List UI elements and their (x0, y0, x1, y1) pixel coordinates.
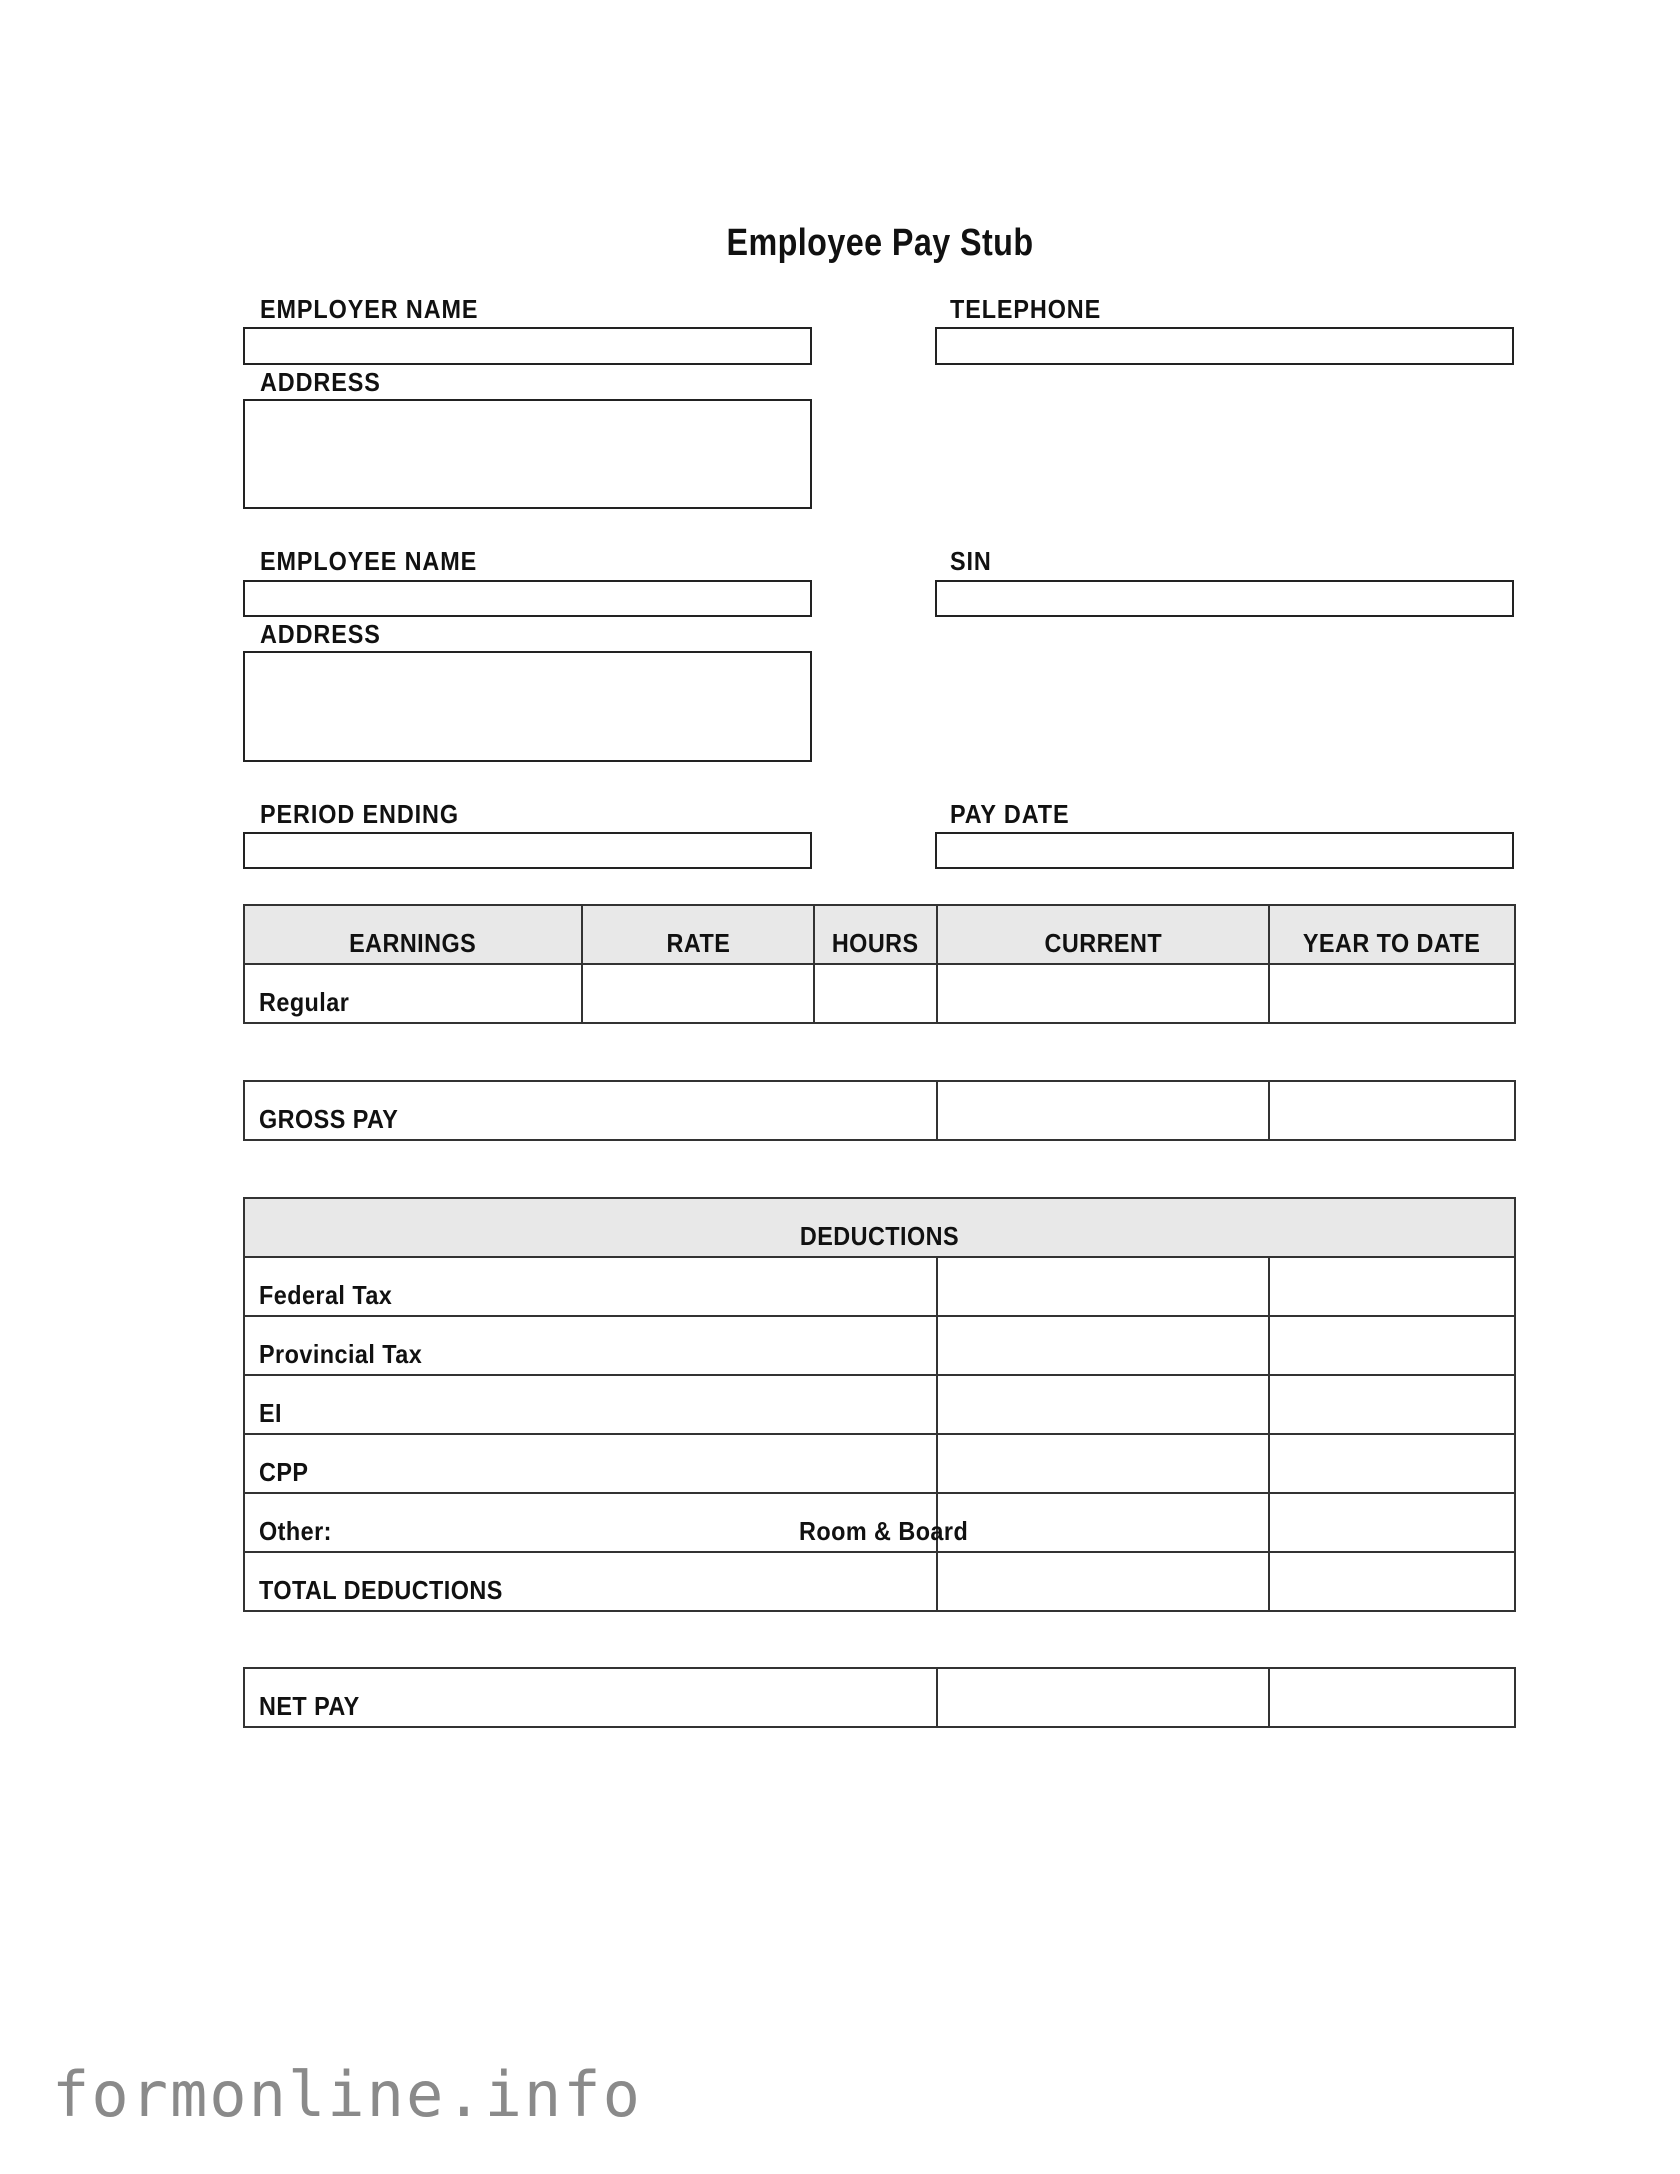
gross-pay-ytd-cell[interactable] (1269, 1081, 1515, 1140)
federal-tax-current-cell[interactable] (937, 1257, 1269, 1316)
gross-pay-label: GROSS PAY (244, 1081, 937, 1140)
table-row (244, 1375, 1515, 1434)
provincial-tax-current-cell[interactable] (937, 1316, 1269, 1375)
federal-tax-ytd-cell[interactable] (1269, 1257, 1515, 1316)
cpp-label: CPP (244, 1434, 937, 1493)
period-ending-label: PERIOD ENDING (260, 799, 459, 829)
sin-label: SIN (950, 546, 992, 576)
employee-address-field[interactable] (243, 651, 812, 762)
watermark: formonline.info (52, 2058, 642, 2131)
regular-rate-cell[interactable] (582, 964, 814, 1023)
period-ending-field[interactable] (243, 832, 812, 869)
other-note: Room & Board (799, 1516, 969, 1546)
net-pay-current-cell[interactable] (937, 1668, 1269, 1727)
ei-label: EI (244, 1375, 937, 1434)
regular-hours-cell[interactable] (814, 964, 937, 1023)
net-pay-label: NET PAY (244, 1668, 937, 1727)
ei-current-cell[interactable] (937, 1375, 1269, 1434)
deductions-header-row (244, 1198, 1515, 1257)
cpp-ytd-cell[interactable] (1269, 1434, 1515, 1493)
net-pay-ytd-cell[interactable] (1269, 1668, 1515, 1727)
table-row (244, 1668, 1515, 1727)
page-title: Employee Pay Stub (726, 222, 1034, 264)
table-row (244, 1316, 1515, 1375)
federal-tax-label: Federal Tax (244, 1257, 937, 1316)
current-header: CURRENT (937, 905, 1269, 964)
employer-address-label: ADDRESS (260, 367, 381, 397)
regular-current-cell[interactable] (937, 964, 1269, 1023)
cpp-current-cell[interactable] (937, 1434, 1269, 1493)
table-row (244, 1257, 1515, 1316)
other-current-cell[interactable] (937, 1493, 1269, 1552)
hours-header: HOURS (814, 905, 937, 964)
regular-label: Regular (244, 964, 582, 1023)
gross-pay-current-cell[interactable] (937, 1081, 1269, 1140)
table-row (244, 1081, 1515, 1140)
ytd-header: YEAR TO DATE (1269, 905, 1515, 964)
telephone-field[interactable] (935, 327, 1514, 365)
pay-date-field[interactable] (935, 832, 1514, 869)
deductions-table (243, 1197, 1516, 1612)
sin-field[interactable] (935, 580, 1514, 617)
table-row (244, 964, 1515, 1023)
employee-address-label: ADDRESS (260, 619, 381, 649)
employer-name-field[interactable] (243, 327, 812, 365)
rate-header: RATE (582, 905, 814, 964)
table-row (244, 1434, 1515, 1493)
other-label: Other: Room & Board (244, 1493, 937, 1552)
earnings-table (243, 904, 1516, 1024)
total-deductions-current-cell[interactable] (937, 1552, 1269, 1611)
net-pay-table (243, 1667, 1516, 1728)
earnings-header: EARNINGS (244, 905, 582, 964)
other-ytd-cell[interactable] (1269, 1493, 1515, 1552)
gross-pay-table (243, 1080, 1516, 1141)
provincial-tax-ytd-cell[interactable] (1269, 1316, 1515, 1375)
earnings-header-row (244, 905, 1515, 964)
table-row (244, 1493, 1515, 1552)
ei-ytd-cell[interactable] (1269, 1375, 1515, 1434)
employer-address-field[interactable] (243, 399, 812, 509)
provincial-tax-label: Provincial Tax (244, 1316, 937, 1375)
total-deductions-label: TOTAL DEDUCTIONS (244, 1552, 937, 1611)
employee-name-field[interactable] (243, 580, 812, 617)
employee-name-label: EMPLOYEE NAME (260, 546, 478, 576)
deductions-header: DEDUCTIONS (244, 1198, 1515, 1257)
telephone-label: TELEPHONE (950, 294, 1102, 324)
employer-name-label: EMPLOYER NAME (260, 294, 479, 324)
total-deductions-ytd-cell[interactable] (1269, 1552, 1515, 1611)
table-row (244, 1552, 1515, 1611)
regular-ytd-cell[interactable] (1269, 964, 1515, 1023)
pay-date-label: PAY DATE (950, 799, 1070, 829)
